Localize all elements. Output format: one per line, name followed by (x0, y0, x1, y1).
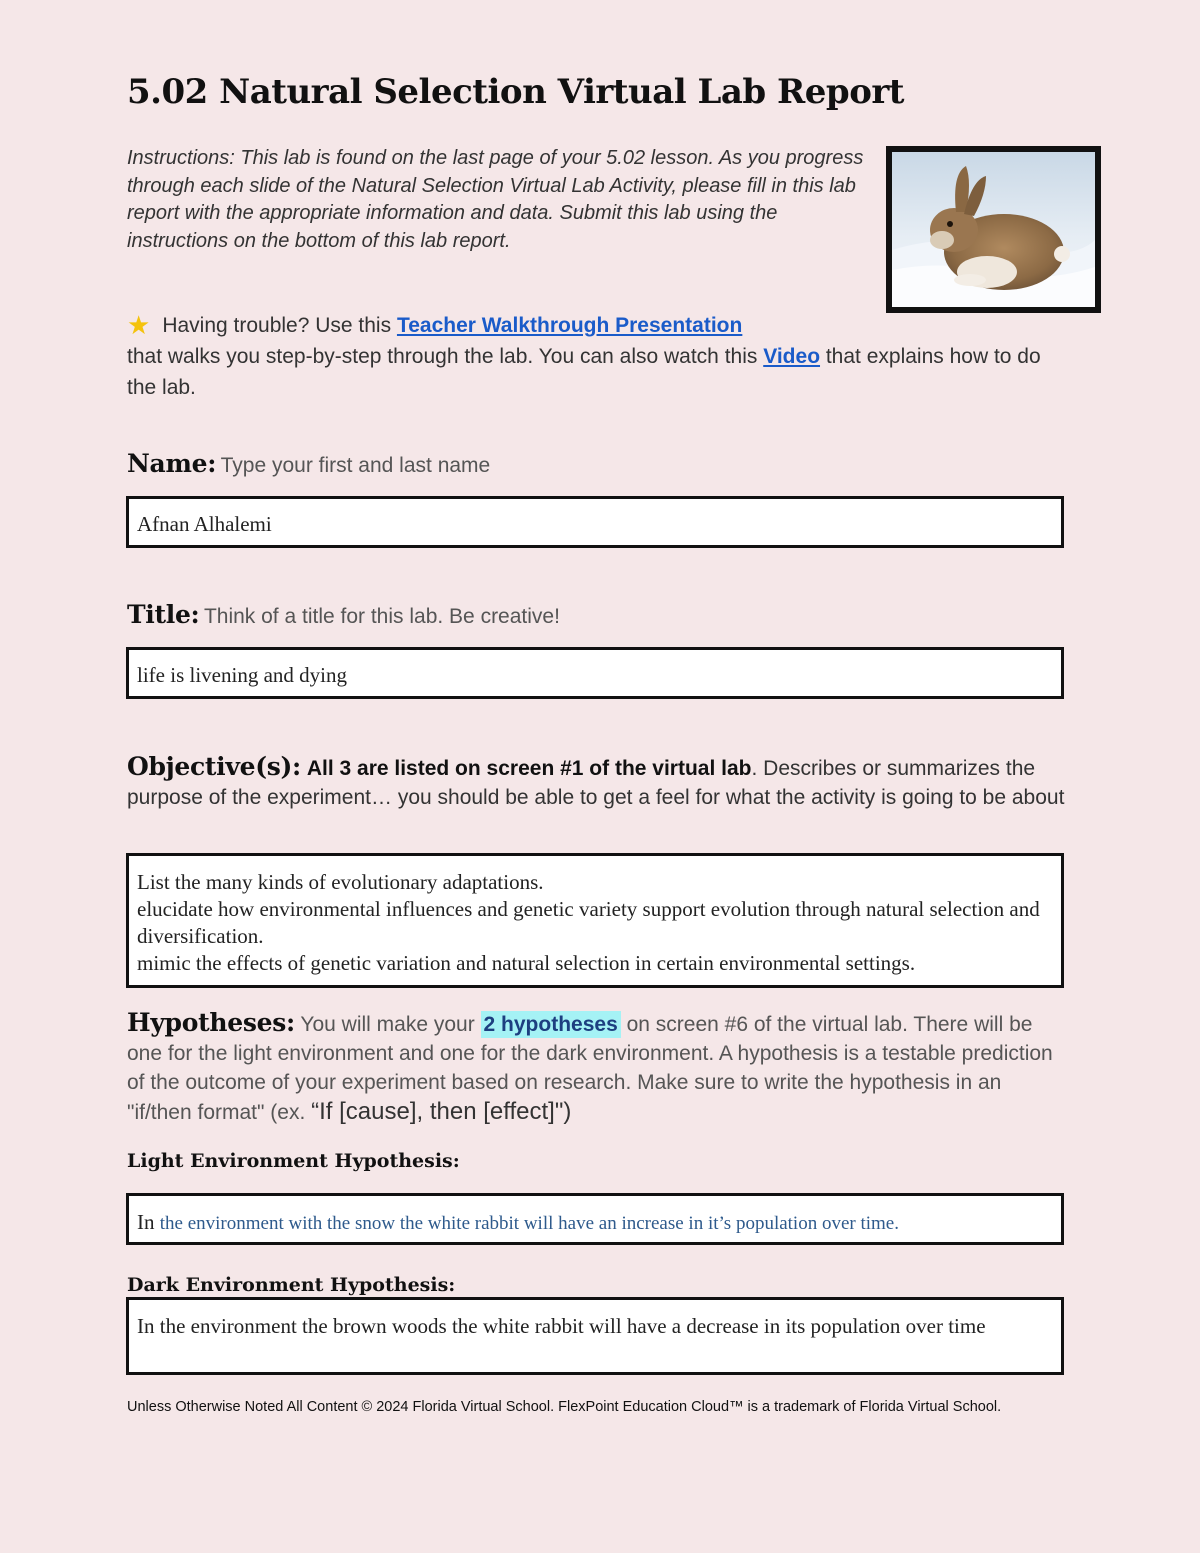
name-label: Name: (127, 449, 217, 478)
dark-hypothesis-field[interactable]: In the environment the brown woods the white rabbit will have a decrease in its population over time (126, 1297, 1064, 1375)
hypotheses-highlight: 2 hypotheses (481, 1011, 621, 1038)
name-section (127, 449, 1067, 478)
light-hypothesis-field[interactable] (126, 1193, 1064, 1245)
copyright-footer: Unless Otherwise Noted All Content © 2024 Florida Virtual School. FlexPoint Education Cloud™ is a trademark of Florida Virtual School. (127, 1399, 1002, 1415)
title-label: Title: (127, 600, 200, 629)
star-icon: ★ (127, 310, 151, 340)
objective-line-2: elucidate how environmental influences and genetic variety support evolution through natural selection and diversification. (137, 897, 1040, 948)
rabbit-image (892, 152, 1095, 307)
video-link[interactable]: Video (763, 345, 821, 368)
hypotheses-post: on screen #6 of the virtual lab. There will be one for the light environment and one for the dark environment. A hypothesis is a testable prediction of the outcome of your experiment based on research. Make sure to write the hypothesis in an "if/then format" (ex. (127, 1013, 1053, 1124)
light-hypothesis-prefix: In (137, 1210, 160, 1234)
objectives-label: Objective(s): (127, 752, 301, 781)
title-hint: Think of a title for this lab. Be creative! (203, 605, 560, 628)
teacher-walkthrough-link[interactable]: Teacher Walkthrough Presentation (396, 314, 743, 337)
light-hypothesis-label: Light Environment Hypothesis: (127, 1150, 460, 1172)
title-field[interactable]: life is livening and dying (126, 647, 1064, 699)
objective-line-3: mimic the effects of genetic variation and natural selection in certain environmental settings. (137, 951, 916, 975)
name-hint: Type your first and last name (220, 454, 491, 477)
dark-hypothesis-label: Dark Environment Hypothesis: (127, 1274, 456, 1296)
hypotheses-label: Hypotheses: (127, 1008, 295, 1037)
objectives-hint: . Describes or summarizes the purpose of the experiment… you should be able to get a feel for what the activity is going to be about (127, 757, 1065, 809)
title-section (127, 600, 1067, 629)
help-prefix: Having trouble? Use this (162, 314, 397, 337)
objectives-section (127, 752, 1067, 812)
rabbit-photo (886, 146, 1101, 313)
hypotheses-example: “If [cause], then [effect]") (311, 1098, 572, 1125)
objectives-field[interactable] (126, 853, 1064, 988)
page-title: 5.02 Natural Selection Virtual Lab Report (127, 72, 904, 112)
objective-line-1: List the many kinds of evolutionary adaptations. (137, 870, 544, 894)
help-paragraph (127, 310, 1067, 403)
name-field[interactable]: Afnan Alhalemi (126, 496, 1064, 548)
objectives-bold-hint: All 3 are listed on screen #1 of the virtual lab (306, 757, 752, 780)
instructions-text: Instructions: This lab is found on the last page of your 5.02 lesson. As you progress through each slide of the Natural Selection Virtual Lab Activity, please fill in this lab report with the appropriate information and data. Submit this lab using the instructions on the bottom of this lab report. (127, 147, 864, 252)
light-hypothesis-value: the environment with the snow the white rabbit will have an increase in it’s population over time. (159, 1213, 899, 1234)
help-middle: that walks you step-by-step through the lab. You can also watch this (127, 345, 764, 368)
hypotheses-pre: You will make your (300, 1013, 481, 1036)
help-suffix: that explains how to do the lab. (127, 345, 1041, 399)
hypotheses-section (127, 1008, 1067, 1127)
